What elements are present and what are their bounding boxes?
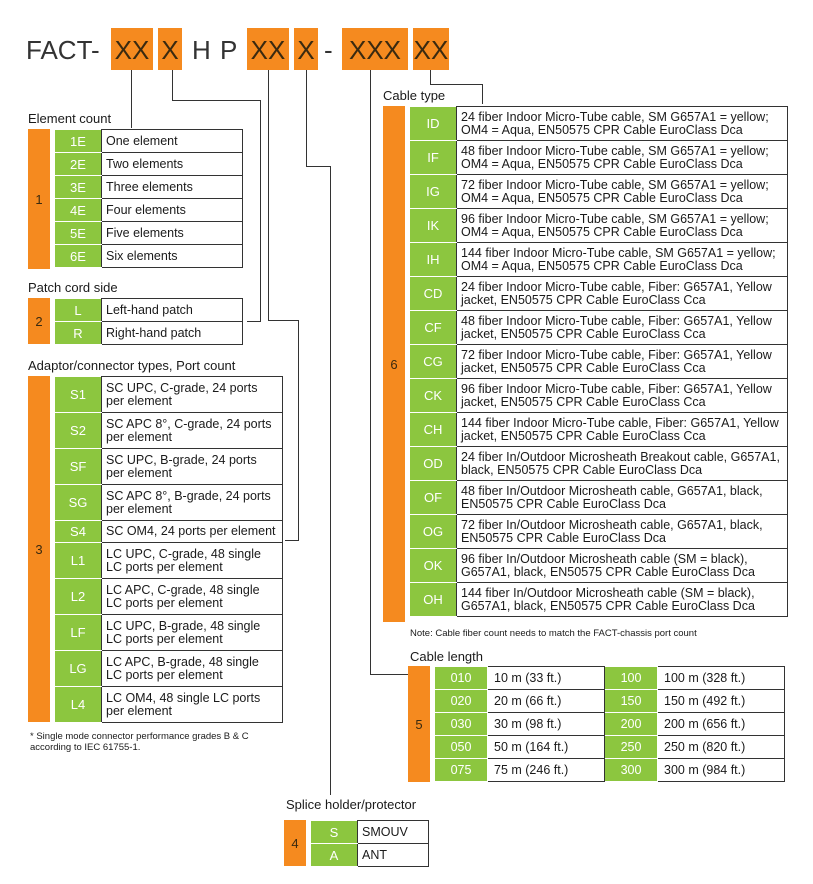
option-label: 10 m (33 ft.): [488, 667, 605, 690]
table-row: [410, 447, 788, 481]
option-code: 075: [435, 759, 488, 782]
option-code: 010: [435, 667, 488, 690]
table-row: [410, 107, 788, 141]
option-label: 72 fiber Indoor Micro-Tube cable, Fiber: G657A1, Yellow jacket, EN50575 CPR Cable EuroClass Cca: [457, 345, 788, 379]
option-code: 020: [435, 690, 488, 713]
option-label: 96 fiber In/Outdoor Microsheath cable (SM = black), G657A1, black, EN50575 CPR Cable EuroClass Dca: [457, 549, 788, 583]
option-code: ID: [410, 107, 457, 141]
option-code: 300: [605, 759, 658, 782]
header-segment-6: [413, 12, 449, 70]
option-code: 030: [435, 713, 488, 736]
option-code: 1E: [55, 130, 102, 153]
table-row: [410, 549, 788, 583]
table-row: [55, 299, 243, 322]
connector-line-4a: [306, 70, 307, 166]
splice-number: 4: [284, 820, 306, 866]
option-code: LF: [55, 615, 102, 651]
option-label: SC APC 8°, B-grade, 24 ports per element: [102, 485, 283, 521]
table-row: [55, 615, 283, 651]
option-label: 48 fiber In/Outdoor Microsheath cable, G657A1, black, EN50575 CPR Cable EuroClass Dca: [457, 481, 788, 515]
adaptor-title: Adaptor/connector types, Port count: [28, 358, 236, 373]
option-code: S4: [55, 521, 102, 543]
option-code: OH: [410, 583, 457, 617]
option-label: 72 fiber Indoor Micro-Tube cable, SM G657A1 = yellow; OM4 = Aqua, EN50575 CPR Cable EuroClass Dca: [457, 175, 788, 209]
cable-type-title: Cable type: [383, 88, 446, 103]
segment-text: XXX: [348, 35, 402, 65]
option-code: 4E: [55, 199, 102, 222]
option-code: S1: [55, 377, 102, 413]
option-code: CH: [410, 413, 457, 447]
table-row: [410, 583, 788, 617]
table-row: [55, 579, 283, 615]
table-row: [55, 521, 283, 543]
option-label: ANT: [358, 844, 429, 867]
option-label: Four elements: [102, 199, 243, 222]
cable-length-table: [434, 666, 785, 782]
option-label: 50 m (164 ft.): [488, 736, 605, 759]
option-code: 6E: [55, 245, 102, 268]
option-label: Three elements: [102, 176, 243, 199]
option-label: SMOUV: [358, 821, 429, 844]
patch-side-table: [54, 298, 243, 345]
option-code: 250: [605, 736, 658, 759]
segment-number: 2: [166, 12, 174, 24]
option-code: L2: [55, 579, 102, 615]
option-code: 200: [605, 713, 658, 736]
table-row: [55, 130, 243, 153]
option-code: OF: [410, 481, 457, 515]
option-code: 2E: [55, 153, 102, 176]
option-label: 250 m (820 ft.): [658, 736, 785, 759]
option-code: CD: [410, 277, 457, 311]
segment-text: XX: [413, 35, 449, 65]
option-code: SG: [55, 485, 102, 521]
table-row: [410, 243, 788, 277]
table-row: [410, 413, 788, 447]
table-row: [311, 821, 429, 844]
header-segment-1: [111, 12, 153, 70]
option-label: 24 fiber Indoor Micro-Tube cable, SM G657A1 = yellow; OM4 = Aqua, EN50575 CPR Cable EuroClass Dca: [457, 107, 788, 141]
option-label: Left-hand patch: [102, 299, 243, 322]
connector-line-3c: [298, 320, 299, 540]
element-count-title: Element count: [28, 111, 112, 126]
splice-title: Splice holder/protector: [286, 797, 417, 812]
option-label: 200 m (656 ft.): [658, 713, 785, 736]
adaptor-note: * Single mode connector performance grades B & C according to IEC 61755-1.: [30, 731, 249, 753]
table-row: [435, 759, 785, 782]
table-row: [55, 449, 283, 485]
option-code: OK: [410, 549, 457, 583]
segment-text: X: [161, 35, 179, 65]
option-label: Six elements: [102, 245, 243, 268]
connector-line-4c: [330, 166, 331, 795]
option-label: 96 fiber Indoor Micro-Tube cable, Fiber: G657A1, Yellow jacket, EN50575 CPR Cable EuroClass Cca: [457, 379, 788, 413]
option-label: 100 m (328 ft.): [658, 667, 785, 690]
option-label: 144 fiber Indoor Micro-Tube cable, Fiber: G657A1, Yellow jacket, EN50575 CPR Cable EuroClass Cca: [457, 413, 788, 447]
connector-line-2d: [247, 321, 261, 322]
option-label: LC APC, B-grade, 48 single LC ports per element: [102, 651, 283, 687]
option-code: CG: [410, 345, 457, 379]
option-label: SC APC 8°, C-grade, 24 ports per element: [102, 413, 283, 449]
table-row: [55, 222, 243, 245]
option-label: LC UPC, B-grade, 48 single LC ports per element: [102, 615, 283, 651]
connector-line-2a: [172, 70, 173, 100]
cable-length-number: 5: [408, 666, 430, 782]
table-row: [410, 379, 788, 413]
option-code: OG: [410, 515, 457, 549]
table-row: [410, 141, 788, 175]
table-row: [410, 209, 788, 243]
segment-number: 1: [128, 12, 136, 24]
table-row: [55, 153, 243, 176]
table-row: [55, 413, 283, 449]
connector-line-1: [131, 70, 132, 128]
segment-text: X: [297, 35, 315, 65]
table-row: [55, 199, 243, 222]
connector-line-6b: [430, 84, 482, 85]
option-label: 150 m (492 ft.): [658, 690, 785, 713]
option-code: L: [55, 299, 102, 322]
table-row: [410, 515, 788, 549]
option-label: SC UPC, C-grade, 24 ports per element: [102, 377, 283, 413]
option-code: 150: [605, 690, 658, 713]
option-code: 3E: [55, 176, 102, 199]
option-label: 300 m (984 ft.): [658, 759, 785, 782]
option-code: IH: [410, 243, 457, 277]
option-label: 24 fiber Indoor Micro-Tube cable, Fiber: G657A1, Yellow jacket, EN50575 CPR Cable EuroClass Cca: [457, 277, 788, 311]
option-code: OD: [410, 447, 457, 481]
option-label: 48 fiber Indoor Micro-Tube cable, Fiber: G657A1, Yellow jacket, EN50575 CPR Cable EuroClass Cca: [457, 311, 788, 345]
option-label: 72 fiber In/Outdoor Microsheath cable, G657A1, black, EN50575 CPR Cable EuroClass Dca: [457, 515, 788, 549]
option-label: SC OM4, 24 ports per element: [102, 521, 283, 543]
option-code: IK: [410, 209, 457, 243]
option-label: Five elements: [102, 222, 243, 245]
table-row: [55, 651, 283, 687]
segment-number: 3: [264, 12, 272, 24]
header-segment-h: H: [192, 35, 211, 65]
cable-type-table: [409, 106, 788, 617]
segment-number: 5: [371, 12, 379, 24]
header-segment-5: [342, 12, 408, 70]
table-row: [55, 687, 283, 723]
option-label: 24 fiber In/Outdoor Microsheath Breakout cable, G657A1, black, EN50575 CPR Cable EuroClass Dca: [457, 447, 788, 481]
element-count-number: 1: [28, 129, 50, 269]
cable-length-title: Cable length: [410, 649, 483, 664]
segment-number: 6: [427, 12, 435, 24]
cable-type-note: Note: Cable fiber count needs to match the FACT-chassis port count: [410, 628, 697, 639]
table-row: [55, 377, 283, 413]
option-label: 48 fiber Indoor Micro-Tube cable, SM G657A1 = yellow; OM4 = Aqua, EN50575 CPR Cable EuroClass Dca: [457, 141, 788, 175]
option-code: L4: [55, 687, 102, 723]
option-label: LC OM4, 48 single LC ports per element: [102, 687, 283, 723]
table-row: [55, 176, 243, 199]
option-label: 75 m (246 ft.): [488, 759, 605, 782]
segment-text: XX: [250, 35, 286, 65]
header-segment-3: [247, 12, 289, 70]
segment-text: XX: [114, 35, 150, 65]
table-row: [435, 713, 785, 736]
option-code: CF: [410, 311, 457, 345]
option-code: 100: [605, 667, 658, 690]
adaptor-table: [54, 376, 283, 723]
table-row: [410, 345, 788, 379]
option-code: LG: [55, 651, 102, 687]
table-row: [311, 844, 429, 867]
option-label: SC UPC, B-grade, 24 ports per element: [102, 449, 283, 485]
option-code: R: [55, 322, 102, 345]
table-row: [435, 667, 785, 690]
table-row: [55, 322, 243, 345]
connector-line-3d: [285, 540, 299, 541]
option-code: L1: [55, 543, 102, 579]
table-row: [435, 690, 785, 713]
option-code: A: [311, 844, 358, 867]
element-count-table: [54, 129, 243, 268]
header-prefix: FACT-: [26, 35, 100, 65]
option-label: 20 m (66 ft.): [488, 690, 605, 713]
patch-side-number: 2: [28, 298, 50, 344]
option-code: IG: [410, 175, 457, 209]
option-label: 96 fiber Indoor Micro-Tube cable, SM G657A1 = yellow; OM4 = Aqua, EN50575 CPR Cable EuroClass Dca: [457, 209, 788, 243]
cable-type-number: 6: [383, 106, 405, 622]
connector-line-5a: [370, 70, 371, 674]
option-label: LC APC, C-grade, 48 single LC ports per element: [102, 579, 283, 615]
table-row: [410, 277, 788, 311]
table-row: [55, 245, 243, 268]
header-segment-p: P: [220, 35, 238, 65]
table-row: [435, 736, 785, 759]
connector-line-4b: [306, 166, 330, 167]
option-code: 5E: [55, 222, 102, 245]
option-label: 30 m (98 ft.): [488, 713, 605, 736]
connector-line-2c: [260, 100, 261, 321]
header-dash: -: [324, 35, 333, 65]
table-row: [55, 485, 283, 521]
option-label: Right-hand patch: [102, 322, 243, 345]
splice-table: [310, 820, 429, 867]
table-row: [55, 543, 283, 579]
option-label: Two elements: [102, 153, 243, 176]
segment-number: 4: [302, 12, 310, 24]
connector-line-6a: [430, 70, 431, 84]
table-row: [410, 175, 788, 209]
option-label: 144 fiber In/Outdoor Microsheath cable (SM = black), G657A1, black, EN50575 CPR Cable EuroClass Dca: [457, 583, 788, 617]
option-code: S: [311, 821, 358, 844]
adaptor-number: 3: [28, 376, 50, 722]
table-row: [410, 311, 788, 345]
option-code: IF: [410, 141, 457, 175]
connector-line-2b: [172, 100, 260, 101]
option-label: LC UPC, C-grade, 48 single LC ports per element: [102, 543, 283, 579]
table-row: [410, 481, 788, 515]
patch-side-title: Patch cord side: [28, 280, 118, 295]
option-code: 050: [435, 736, 488, 759]
option-code: CK: [410, 379, 457, 413]
connector-line-6c: [482, 84, 483, 104]
connector-line-5b: [370, 674, 408, 675]
option-label: 144 fiber Indoor Micro-Tube cable, SM G657A1 = yellow; OM4 = Aqua, EN50575 CPR Cable EuroClass Dca: [457, 243, 788, 277]
header-segment-4: [294, 12, 318, 70]
option-label: One element: [102, 130, 243, 153]
connector-line-3b: [268, 320, 298, 321]
option-code: S2: [55, 413, 102, 449]
option-code: SF: [55, 449, 102, 485]
header-segment-2: [158, 12, 182, 70]
connector-line-3a: [268, 70, 269, 320]
